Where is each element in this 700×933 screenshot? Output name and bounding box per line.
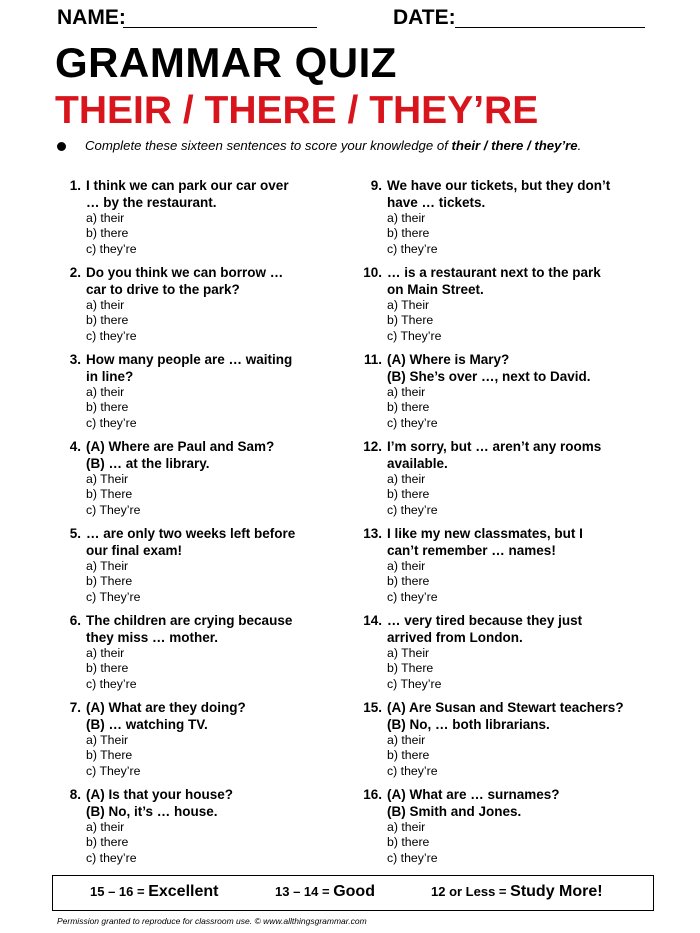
question-item <box>57 438 357 525</box>
answer-option[interactable]: c) they’re <box>86 676 137 691</box>
answer-option[interactable]: a) their <box>387 211 426 225</box>
answer-option[interactable]: b) There <box>387 661 434 676</box>
question-text: (A) Where are Paul and Sam? <box>86 439 275 454</box>
answer-option[interactable]: b) there <box>86 400 129 415</box>
score-good <box>275 883 375 901</box>
question-text: available. <box>387 456 448 471</box>
question-text: I’m sorry, but … aren’t any rooms <box>387 439 602 454</box>
answer-option[interactable]: c) They’re <box>86 502 141 517</box>
question-item <box>57 264 357 351</box>
question-number: 4. <box>69 439 81 454</box>
question-number: 10. <box>363 265 382 280</box>
question-text: How many people are … waiting <box>86 352 293 367</box>
question-number: 7. <box>69 700 81 715</box>
instructions-prefix: Complete these sixteen sentences to score your knowledge of <box>85 138 452 153</box>
question-text: arrived from London. <box>387 630 523 645</box>
answer-option[interactable]: a) their <box>86 820 125 834</box>
question-text: (A) What are … surnames? <box>387 787 560 802</box>
question-column-left <box>57 177 357 873</box>
answer-option[interactable]: a) their <box>86 211 125 225</box>
answer-option[interactable]: c) they’re <box>387 415 438 430</box>
question-text: (B) Smith and Jones. <box>387 804 522 819</box>
answer-option[interactable]: b) there <box>86 313 129 328</box>
header-row <box>57 6 657 32</box>
question-text: (A) Where is Mary? <box>387 352 510 367</box>
answer-option[interactable]: b) there <box>387 835 430 850</box>
answer-option[interactable]: b) there <box>86 661 129 676</box>
question-text: We have our tickets, but they don’t <box>387 178 611 193</box>
question-text: I like my new classmates, but I <box>387 526 583 541</box>
question-number: 3. <box>69 352 81 367</box>
question-item <box>358 786 658 873</box>
answer-option[interactable]: c) They’re <box>86 589 141 604</box>
question-text: Do you think we can borrow … <box>86 265 284 280</box>
answer-option[interactable]: c) they’re <box>86 241 137 256</box>
question-number: 15. <box>363 700 382 715</box>
answer-option[interactable]: c) They’re <box>387 676 442 691</box>
answer-option[interactable]: a) their <box>387 820 426 834</box>
question-text: they miss … mother. <box>86 630 219 645</box>
quiz-subtitle: THEIR / THERE / THEY’RE <box>55 89 539 132</box>
question-text: in line? <box>86 369 134 384</box>
answer-option[interactable]: c) they’re <box>387 589 438 604</box>
question-item <box>358 699 658 786</box>
answer-option[interactable]: b) there <box>86 835 129 850</box>
answer-option[interactable]: a) their <box>86 298 125 312</box>
question-item <box>57 699 357 786</box>
question-text: (B) … watching TV. <box>86 717 208 732</box>
answer-option[interactable]: a) Their <box>387 646 430 660</box>
instructions-text <box>85 138 581 153</box>
score-range: 12 or Less = <box>431 884 511 899</box>
question-text: car to drive to the park? <box>86 282 240 297</box>
answer-option[interactable]: a) their <box>387 559 426 573</box>
question-text: (B) … at the library. <box>86 456 210 471</box>
bullet-icon <box>57 142 66 151</box>
score-label: Excellent <box>148 883 219 900</box>
question-number: 1. <box>69 178 81 193</box>
answer-option[interactable]: b) There <box>86 574 133 589</box>
question-text: (A) What are they doing? <box>86 700 246 715</box>
question-text: (B) She’s over …, next to David. <box>387 369 591 384</box>
score-label: Study More! <box>510 883 603 900</box>
question-number: 14. <box>363 613 382 628</box>
name-label: NAME: <box>57 6 126 29</box>
answer-option[interactable]: c) They’re <box>86 763 141 778</box>
question-text: … is a restaurant next to the park <box>387 265 601 280</box>
instructions-suffix: . <box>577 138 582 153</box>
answer-option[interactable]: c) they’re <box>86 850 137 865</box>
question-text: have … tickets. <box>387 195 486 210</box>
answer-option[interactable]: c) they’re <box>387 241 438 256</box>
date-label: DATE: <box>393 6 456 29</box>
answer-option[interactable]: c) they’re <box>387 850 438 865</box>
question-item <box>358 351 658 438</box>
question-number: 2. <box>69 265 81 280</box>
question-text: can’t remember … names! <box>387 543 556 558</box>
question-item <box>358 525 658 612</box>
answer-option[interactable]: a) their <box>86 646 125 660</box>
question-item <box>57 612 357 699</box>
answer-option[interactable]: a) their <box>387 385 426 399</box>
question-text: … very tired because they just <box>387 613 583 628</box>
answer-option[interactable]: c) they’re <box>86 328 137 343</box>
answer-option[interactable]: a) Their <box>86 472 129 486</box>
question-item <box>57 351 357 438</box>
answer-option[interactable]: b) there <box>387 400 430 415</box>
question-item <box>358 612 658 699</box>
question-item <box>358 264 658 351</box>
question-item <box>358 177 658 264</box>
question-text: The children are crying because <box>86 613 293 628</box>
question-number: 8. <box>69 787 81 802</box>
question-text: our final exam! <box>86 543 183 558</box>
answer-option[interactable]: a) Their <box>86 559 129 573</box>
answer-option[interactable]: a) their <box>86 385 125 399</box>
question-number: 16. <box>363 787 382 802</box>
answer-option[interactable]: a) their <box>387 472 426 486</box>
question-number: 12. <box>363 439 382 454</box>
date-blank[interactable] <box>455 27 645 28</box>
question-text: (B) No, … both librarians. <box>387 717 550 732</box>
answer-option[interactable]: a) their <box>387 733 426 747</box>
answer-option[interactable]: b) There <box>86 748 133 763</box>
question-item <box>57 177 357 264</box>
answer-option[interactable]: b) There <box>86 487 133 502</box>
answer-option[interactable]: c) they’re <box>387 763 438 778</box>
score-excellent <box>90 883 218 901</box>
question-text: on Main Street. <box>387 282 484 297</box>
question-item <box>57 525 357 612</box>
answer-option[interactable]: c) they’re <box>86 415 137 430</box>
question-text: (A) Are Susan and Stewart teachers? <box>387 700 624 715</box>
score-box <box>52 875 654 911</box>
quiz-title: GRAMMAR QUIZ <box>55 39 397 86</box>
answer-option[interactable]: b) there <box>387 226 430 241</box>
question-number: 6. <box>69 613 81 628</box>
score-range: 13 – 14 = <box>275 884 334 899</box>
name-blank[interactable] <box>123 27 317 28</box>
instructions-keywords: their / there / they’re <box>451 138 578 153</box>
question-number: 13. <box>363 526 382 541</box>
question-item <box>358 438 658 525</box>
answer-option[interactable]: b) There <box>387 313 434 328</box>
answer-option[interactable]: b) there <box>86 226 129 241</box>
answer-option[interactable]: b) there <box>387 487 430 502</box>
question-text: … by the restaurant. <box>86 195 217 210</box>
question-column-right <box>358 177 658 873</box>
question-text: (A) Is that your house? <box>86 787 234 802</box>
answer-option[interactable]: c) They’re <box>387 328 442 343</box>
copyright-footer: Permission granted to reproduce for classroom use. © www.allthingsgrammar.com <box>57 916 367 926</box>
question-number: 5. <box>69 526 81 541</box>
question-text: … are only two weeks left before <box>86 526 296 541</box>
answer-option[interactable]: b) there <box>387 574 430 589</box>
answer-option[interactable]: c) they’re <box>387 502 438 517</box>
question-number: 9. <box>370 178 382 193</box>
question-item <box>57 786 357 873</box>
score-range: 15 – 16 = <box>90 884 149 899</box>
question-text: (B) No, it’s … house. <box>86 804 218 819</box>
score-label: Good <box>333 883 375 900</box>
question-number: 11. <box>363 352 382 367</box>
answer-option[interactable]: a) Their <box>387 298 430 312</box>
question-text: I think we can park our car over <box>86 178 289 193</box>
answer-option[interactable]: b) there <box>387 748 430 763</box>
answer-option[interactable]: a) Their <box>86 733 129 747</box>
score-study-more <box>431 883 603 901</box>
